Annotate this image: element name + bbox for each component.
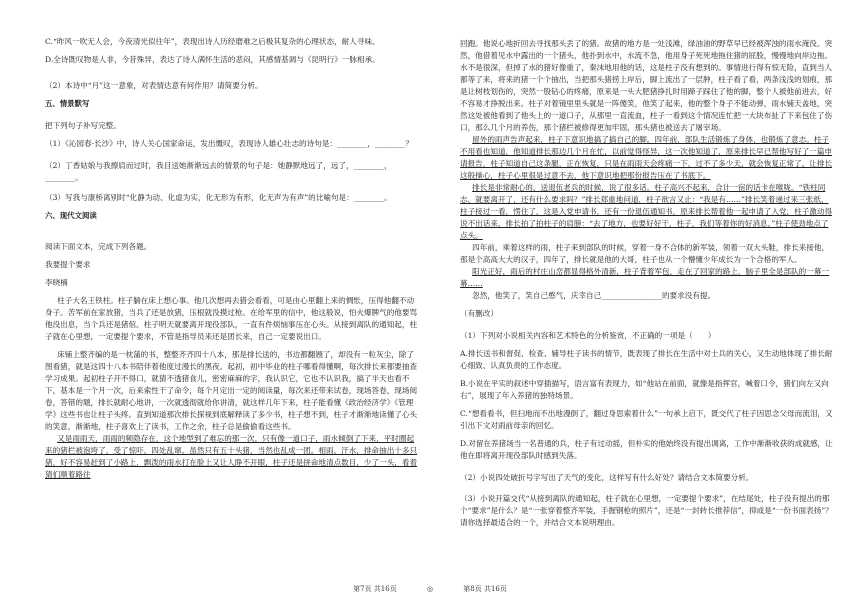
option-a: A.排长送书和督促、检查、辅导柱子读书的情节，既表现了排长在生活中对士兵的关心，又生动地体现了排长耐心细致、认真负责的工作态度。 xyxy=(460,348,833,370)
question-3-right: （3）小说开篇交代“从接到离队的通知起，柱子就在心里想，一定要提个要求”，在结尾处，柱子没有提出的那个“要求”是什么？是“一张穿着整齐军装，手握钢枪的照片”，还是“一封转长推荐信”，抑或是“一份书面表扬”？请你选择最适合的一个，并结合文本说明理由。 xyxy=(460,494,833,528)
option-c-right: C.“想看看书，但扫地而不出地漫倒了，翻过身思索着什么”一句承上启下，既交代了柱子因思念父母而流泪，又引出下文对雨前母亲的回忆。 xyxy=(460,408,833,430)
section-5-intro: 把下列句子补写完整。 xyxy=(45,120,121,130)
option-c: C.“昨风一吹无人会，今夜清光似往年”，表现出诗人历经磨难之后极其复杂的心理状态，耐人寻味。 xyxy=(45,37,380,46)
fill-blank-2: （2）丁香姑娘与我擦肩而过时，我目送她渐渐远去的情景的句子是：她静默地远了，远了，________，________。 xyxy=(45,160,392,182)
reading-intro: 阅读下面文本，完成下列各题。 xyxy=(45,242,152,252)
question-1: （1）下列对小说相关内容和艺术特色的分析鉴赏，不正确的一项是（ ） xyxy=(460,330,716,340)
question-2: （2）本诗中“月”这一意象，对表情达意有何作用？请简要分析。 xyxy=(45,80,263,90)
page-separator: ◎ xyxy=(426,585,434,593)
option-d-right: D.对留在养猪场当一名普通的兵，柱子有过动摇，但朴实的他始终没有提出调离，工作中渐渐收获的成就感，让他在即将离开现役部队时感到失落。 xyxy=(460,438,833,460)
article-paragraph-6: 排长是非常耐心的，送退伍老兵的时候，说了很多话。柱子高兴不起来，合计一宿的话卡在喉咙。“铁柱同志，就要离开了，还有什么要求吗？”排长郑重地问道，柱子欲言又止：“我是有……”排长笑着递过来三张纸，柱子接过一看，愣住了，这是入党申请书，还有一份退伍通知书，原来排长帮着他一起申请了入党，柱子激动得说不出话来，排长拍了拍柱子的肩膀：“去了地方，也要好好干，柱子，我们等着你的好消息。”柱子使劲地点了点头。 xyxy=(460,182,833,240)
page-number-right: 第8页 共16页 xyxy=(463,585,507,593)
article-paragraph-3: 又是雨雨天，雨雨的频隐存在，这个地型到了难忘的那一次，只有像一道口子，雨水倾倒了下来，平时圈起来的猪栏被泡垮了，受了惊吓，四处乱窜。虽然只有五十头猪，当然也乱成一团。相雨、汗水，排命抽出十多只猪，好不容易赶到了小路上，飘泼的雨水打在脸上又让人睁不开眼，柱子还是拼命地清点数目，少了一头，看着猜们顺着路往 xyxy=(45,434,418,479)
fill-blank-3: （3）写我与康桥离别时“化静为动、化虚为实，化无形为有形，化无声为有声”的比喻句是：________。 xyxy=(45,192,392,202)
option-b: B.小说在平实的叙述中穿插描写，语言富有表现力，如“他站在前面，就像是指挥官，喊着口令，猪们向左又向右”，展现了年入养猪的独特场景。 xyxy=(460,378,829,400)
article-paragraph-9: 忽然，他笑了，笑自己憨气，庆幸自己________________的要求没有提。 xyxy=(472,290,716,300)
fill-blank-1: （1）《沁园春·长沙》中，诗人关心国家命运，发出慨叹，表现诗人雄心壮志的诗句是：________，________？ xyxy=(45,138,413,148)
article-title: 我要提个要求 xyxy=(45,260,91,270)
article-paragraph-7: 四年前，乘着这样的雨，柱子来到部队的时候，穿着一身不合体的新军装，领着一双大头鞋，排长来接他，那是个高高大大的汉子，四年了，排长就是他的大哥，柱子也从一个懵懂少年成长为一个合格的军人。 xyxy=(460,242,830,264)
option-d: D.全诗既叹物是人非，今昔殊异，表达了诗人满怀生活的悲闷，其感情基调与《昆明行》一脉相承。 xyxy=(45,54,380,64)
left-column xyxy=(45,36,420,481)
article-author: 李晓楠 xyxy=(45,278,68,288)
section-6-heading: 六、现代文阅读 xyxy=(45,210,97,220)
right-column xyxy=(460,38,835,529)
page-footer xyxy=(0,584,860,595)
section-5-heading: 五、情景默写 xyxy=(45,98,90,108)
page-number-left: 第7页 共16页 xyxy=(353,585,397,593)
article-paragraph-2: 床铺上整齐编的是一枕蒲的书，整整齐齐四十八本，那是排长送的，书边都翻翘了，却没有一粒灰尘，除了图看猪，就是这四十八本书陪伴着他度过漫长的黑夜。起初，初中毕业的柱子哪看得懂啊，每次排长来都要抽查学习成果。起初柱子开不得口，就猜不透猪食儿，密密麻麻的字，我认识它，它也不认识我，搞了半天也看不下，基本是一个月一次，后来索性干了命令，每个月定出一定的阅读量，每次来还带来试卷，现场答卷，现场阅卷，答错的题，排长就耐心地讲，一次就透彻就给你讲清，就这样几年下来，柱子能看懂《政治经济学》《管理学》这些书也让柱子头疼。直到知道那次排长探视到底解释读了多少书，柱子想不到，柱子才渐渐地读懂了心头的笑意，渐渐地，柱子喜欢上了读书，工作之余，柱子总是偷偷看这些书。 xyxy=(45,350,418,432)
article-paragraph-5: 留外的雨声告声起来，柱子下意识地搞了搞自己的脚。四年前，部队生活锻炼了身体，也锻炼了意志。柱子不用看也知道，他知道排长那边几个月在忙，以前觉得怪异，这一次他知道了，原来排长早已帮他写好了一篇申请报告，柱子知道自己这条腿，正在恢复，只是在雨雨天会疼痛一下，过不了多少天，就会恢复正常了。让排长这般操心，柱子心里很是过意不去，他下意识地把那份报告压在了书底下。 xyxy=(460,134,833,180)
article-source: （有删改） xyxy=(460,308,498,318)
article-paragraph-8: 阳光正好，雨后的村庄山峦都显得格外清新，柱子背着军包，走在了回家的路上，脑子里全是部队的一幕一幕…… xyxy=(460,266,830,288)
question-2-right: （2）小说四处破折号字写出了天气的变化，这样写有什么好处？请结合文本简要分析。 xyxy=(460,472,754,482)
article-paragraph-4: 回跑。他说心地折回去寻找那头丢了的猪。故猪的地方是一处浅滩，绿油油的野草早已经被浑浊的雨水淹没。突然，他借着见水中露出的一个猪头，他扑到水中，水流不急，他用身子死死地拖住猪的屁股，慢慢地向岸边拖。水不是很深，但掉了水的猪好像重了，秦沫地用他的话，这是柱子没有想到的。事情进行得有惊无险，直到当人都等了来，将来的猪一个个抽出，当把那头猪捞上岸后，脚上流出了一层肿，柱子看了看，两条浅浅的划痕，那是让树枝划伤的，突然一股钻心的疼痛，原来是一头大肥猪挣扎时用蹄子踩住了他的脚，整个人被他前进去，好不容易才挣脱出来。柱子对着镜里里头就是一阵傻笑，他笑了起来，他的整个身子不能动弹，雨水铺天盖地，突然这处被他看到了他头上的一道口子，从那里一直流血，柱子一看到这个情况连忙把一大块布扯了下来包住了伤口，那么几个月的养伤，那个猪栏被修得更加牢固，那头猪也被送去了屠宰场。 xyxy=(460,39,833,132)
article-paragraph-1: 柱子大名王铁柱。柱子躺在床上想心事。他几次想再去猎会看看，可是由心里翻上来的惆怅，压得他翻不动身子。苦军前在家放猪，当兵了还是放猪，压根就没摸过枪。在给军里的信中，他这般说，怕火爆脾气的他要骂他没出息，当个兵还是猪倌。柱子明天就要离开现役部队，一直有件烦恼事压在心头。从接到离队的通知起，柱子就在心里想，一定要提个要求，不管是指导员来还是团长来，自己一定要说出口。 xyxy=(45,296,418,342)
